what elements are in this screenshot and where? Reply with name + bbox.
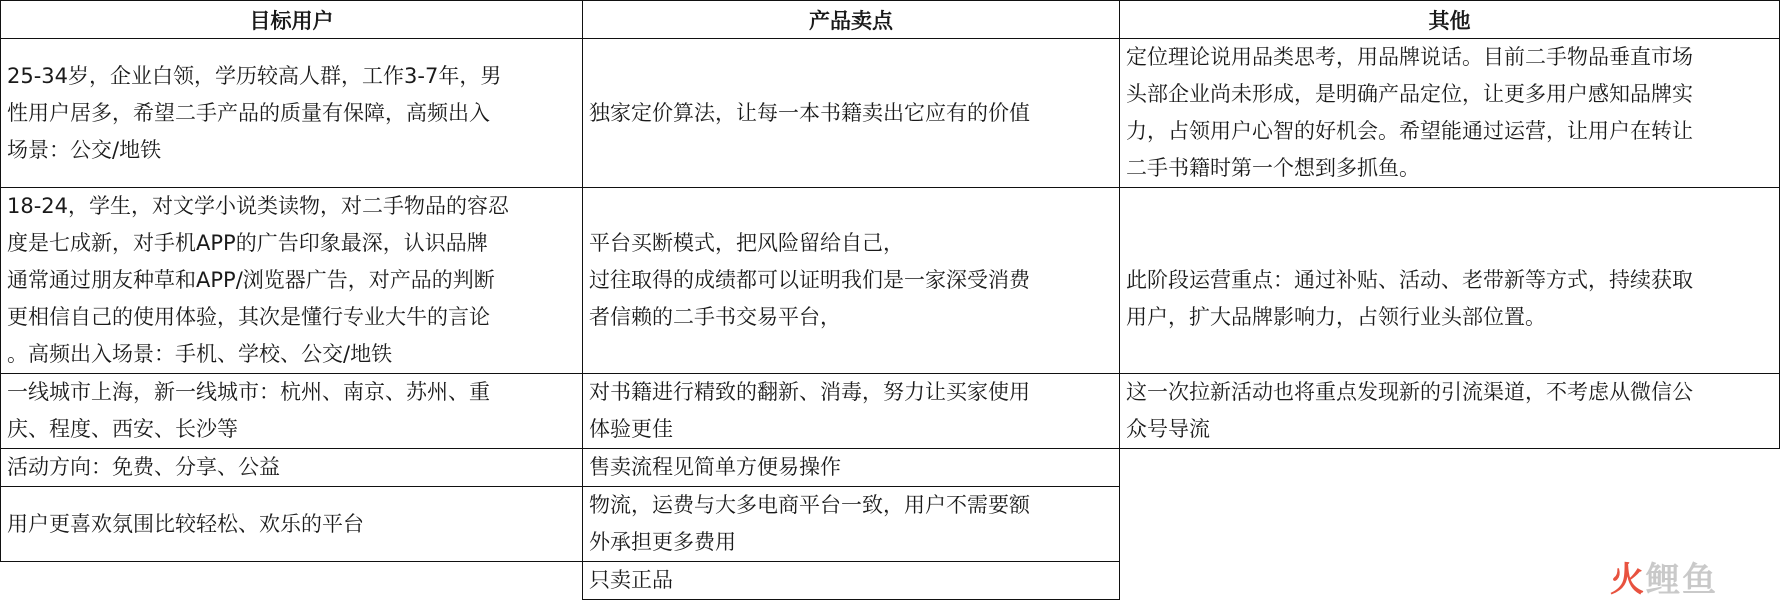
cell-line: 活动方向：免费、分享、公益	[7, 455, 280, 479]
cell-line: 25-34岁，企业白领，学历较高人群，工作3-7年，男	[7, 63, 502, 88]
cell-line: 头部企业尚未形成，是明确产品定位，让更多用户感知品牌实	[1126, 82, 1693, 106]
cell-line: 外承担更多费用	[589, 530, 736, 554]
target-empty-cell	[1, 562, 583, 600]
cell-line: 一线城市上海，新一线城市：杭州、南京、苏州、重	[7, 380, 490, 404]
watermark-part-1: 火	[1610, 560, 1646, 600]
target-cell	[1, 188, 583, 374]
table-row	[1, 39, 1780, 188]
cell-line: 定位理论说用品类思考，用品牌说话。目前二手物品垂直市场	[1126, 45, 1693, 69]
selling-cell	[583, 39, 1120, 188]
cell-line: 过往取得的成绩都可以证明我们是一家深受消费	[589, 268, 1030, 292]
header-row	[1, 1, 1780, 39]
cell-line: 平台买断模式，把风险留给自己，	[589, 231, 904, 255]
cell-line: 性用户居多，希望二手产品的质量有保障，高频出入	[7, 100, 490, 125]
cell-line: 这一次拉新活动也将重点发现新的引流渠道，不考虑从微信公	[1126, 380, 1693, 404]
selling-cell	[583, 487, 1120, 562]
cell-line: 庆、程度、西安、长沙等	[7, 417, 238, 441]
selling-cell	[583, 374, 1120, 449]
cell-line: 此阶段运营重点：通过补贴、活动、老带新等方式，持续获取	[1126, 267, 1693, 292]
cell-line: 众号导流	[1126, 417, 1210, 441]
table-row	[1, 449, 1780, 487]
watermark-part-2: 鲤鱼	[1646, 560, 1718, 600]
cell-line: 只卖正品	[589, 568, 673, 592]
header-target-users: 目标用户	[1, 1, 583, 39]
target-cell	[1, 449, 583, 487]
cell-line: 更相信自己的使用体验，其次是懂行专业大牛的言论	[7, 305, 490, 329]
cell-line: 对书籍进行精致的翻新、消毒，努力让买家使用	[589, 380, 1030, 404]
cell-line: 。高频出入场景：手机、学校、公交/地铁	[7, 342, 393, 366]
cell-line: 二手书籍时第一个想到多抓鱼。	[1126, 156, 1420, 180]
cell-line: 物流，运费与大多电商平台一致，用户不需要额	[589, 493, 1030, 517]
table-row	[1, 374, 1780, 449]
cell-line: 18-24，学生，对文学小说类读物，对二手物品的容忍	[7, 194, 510, 218]
cell-line: 用户更喜欢氛围比较轻松、欢乐的平台	[7, 511, 364, 536]
selling-cell	[583, 562, 1120, 600]
table-row	[1, 188, 1780, 374]
cell-line: 售卖流程见简单方便易操作	[589, 455, 841, 479]
header-other: 其他	[1120, 1, 1780, 39]
other-cell	[1120, 39, 1780, 188]
cell-line: 者信赖的二手书交易平台，	[589, 305, 841, 329]
cell-line: 体验更佳	[589, 417, 673, 441]
watermark-logo	[1610, 552, 1718, 601]
other-cell	[1120, 188, 1780, 374]
other-cell	[1120, 374, 1780, 449]
selling-cell	[583, 449, 1120, 487]
target-cell	[1, 374, 583, 449]
cell-line: 场景：公交/地铁	[7, 137, 162, 162]
cell-line: 力，占领用户心智的好机会。希望能通过运营，让用户在转让	[1126, 119, 1693, 143]
cell-line: 独家定价算法，让每一本书籍卖出它应有的价值	[589, 100, 1030, 125]
selling-cell	[583, 188, 1120, 374]
cell-line: 度是七成新，对手机APP的广告印象最深，认识品牌	[7, 231, 488, 255]
target-cell	[1, 487, 583, 562]
cell-line: 通常通过朋友种草和APP/浏览器广告，对产品的判断	[7, 268, 495, 292]
cell-line: 用户，扩大品牌影响力，占领行业头部位置。	[1126, 304, 1546, 329]
header-selling-points: 产品卖点	[583, 1, 1120, 39]
target-cell	[1, 39, 583, 188]
